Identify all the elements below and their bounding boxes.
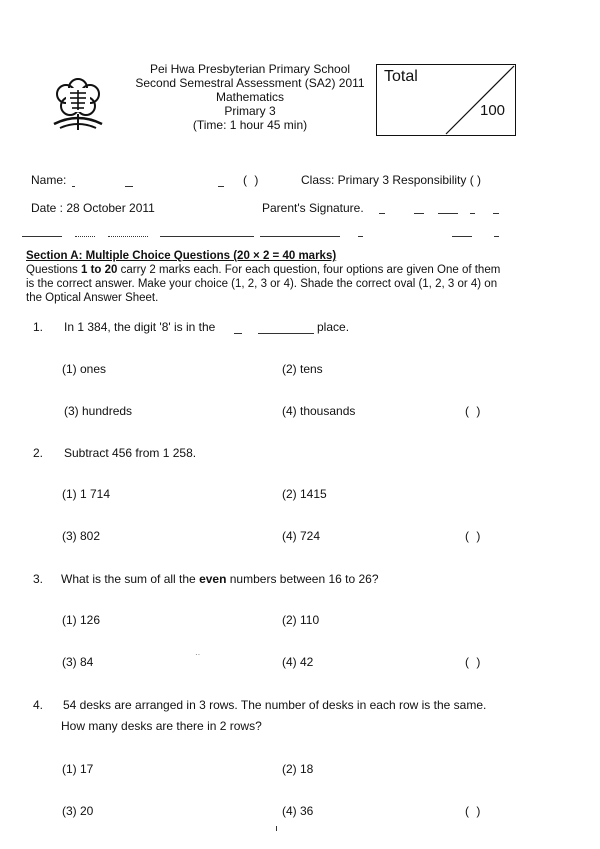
option-2[interactable]: (2) 1415 [282, 487, 327, 501]
name-label: Name: [31, 173, 67, 187]
option-3[interactable]: (3) 20 [62, 804, 94, 818]
question-text-line-1: 54 desks are arranged in 3 rows. The number of desks in each row is the same. [63, 698, 487, 712]
name-blank-3 [218, 186, 224, 187]
separator-dash [75, 236, 95, 237]
total-marks: 100 [480, 102, 506, 119]
instructions-line-3: the Optical Answer Sheet. [26, 292, 159, 304]
answer-bracket[interactable]: ( ) [465, 529, 483, 543]
option-4[interactable]: (4) 724 [282, 529, 321, 543]
option-2[interactable]: (2) 110 [282, 613, 320, 627]
assessment-title: Second Semestral Assessment (SA2) 2011 [135, 76, 365, 90]
signature-blank-3 [438, 213, 458, 214]
question-text: What is the sum of all the even numbers between 16 to 26? [61, 572, 379, 586]
option-3[interactable]: (3) hundreds [64, 404, 133, 418]
question-text-end: place. [317, 320, 350, 334]
register-number-bracket[interactable]: ( ) [243, 173, 261, 187]
school-name: Pei Hwa Presbyterian Primary School [149, 62, 351, 76]
option-1[interactable]: (1) 17 [62, 762, 94, 776]
option-3[interactable]: (3) 802 [62, 529, 101, 543]
school-logo [50, 66, 106, 138]
question-text: Subtract 456 from 1 258. [64, 446, 197, 460]
separator-dash [160, 236, 254, 237]
name-blank-2 [125, 186, 133, 187]
signature-blank-4 [470, 213, 475, 214]
answer-bracket[interactable]: ( ) [465, 655, 483, 669]
date-label: Date : 28 October 2011 [31, 201, 155, 215]
separator-dash [494, 236, 499, 237]
question-number: 1. [33, 320, 44, 334]
separator-dash [108, 236, 148, 237]
signature-blank-2 [414, 213, 424, 214]
option-4[interactable]: (4) 42 [282, 655, 314, 669]
option-1[interactable]: (1) 1 714 [62, 487, 111, 501]
instructions-line-1: Questions 1 to 20 carry 2 marks each. For each question, four options are given One of them [26, 264, 501, 276]
question-number: 2. [33, 446, 44, 460]
separator-dash [22, 236, 62, 237]
instructions-line-2: is the correct answer. Make your choice (1, 2, 3 or 4). Shade the correct oval (1, 2, 3 or 4) on [26, 278, 498, 290]
option-2[interactable]: (2) 18 [282, 762, 314, 776]
section-title: Section A: Multiple Choice Questions (20 × 2 = 40 marks) [26, 250, 337, 262]
separator-dash [260, 236, 340, 237]
answer-bracket[interactable]: ( ) [465, 404, 483, 418]
class-label: Class: Primary 3 Responsibility ( ) [301, 173, 482, 187]
separator-dash [452, 236, 472, 237]
signature-blank-5 [493, 213, 499, 214]
exam-time: (Time: 1 hour 45 min) [192, 118, 308, 132]
scan-mark [276, 826, 277, 831]
separator-dash [358, 236, 363, 237]
total-label: Total [384, 68, 418, 85]
option-4[interactable]: (4) thousands [282, 404, 356, 418]
subject: Mathematics [215, 90, 285, 104]
fill-in-blank [234, 333, 242, 334]
name-blank[interactable] [72, 186, 75, 187]
question-number: 4. [33, 698, 44, 712]
signature-blank-1[interactable] [379, 213, 385, 214]
option-1[interactable]: (1) 126 [62, 613, 101, 627]
answer-bracket[interactable]: ( ) [465, 804, 483, 818]
option-1[interactable]: (1) ones [62, 362, 107, 376]
question-text-line-2: How many desks are there in 2 rows? [61, 719, 262, 733]
fill-in-blank [258, 333, 314, 334]
parent-signature-label: Parent's Signature. [262, 201, 364, 215]
question-text: In 1 384, the digit '8' is in the [64, 320, 216, 334]
level: Primary 3 [224, 104, 276, 118]
option-2[interactable]: (2) tens [282, 362, 323, 376]
question-number: 3. [33, 572, 44, 586]
option-4[interactable]: (4) 36 [282, 804, 314, 818]
option-3[interactable]: (3) 84 [62, 655, 94, 669]
scan-mark: ·· [195, 650, 201, 659]
